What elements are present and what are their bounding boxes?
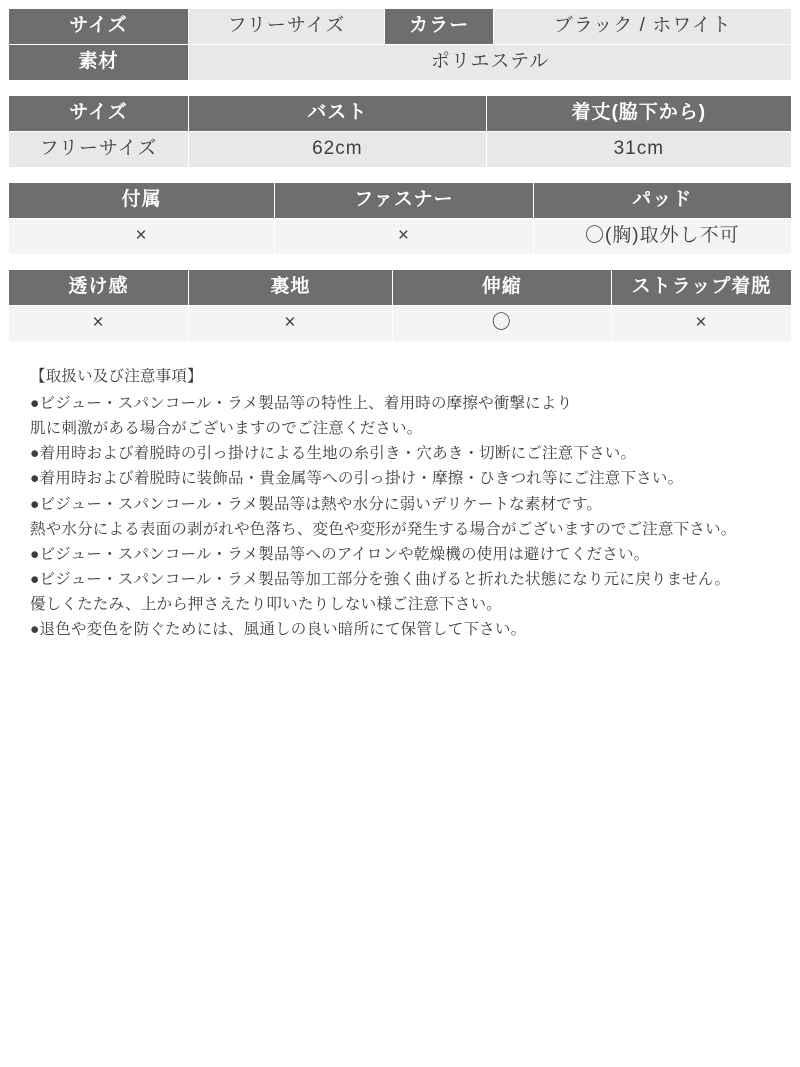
table-header-cell: バスト (189, 96, 487, 132)
table-row (9, 132, 792, 168)
table-value-cell: フリーサイズ (9, 132, 189, 168)
table-row (9, 219, 792, 255)
table-value-cell: 62cm (189, 132, 487, 168)
care-instruction-line: 肌に刺激がある場合がございますのでご注意ください。 (30, 420, 423, 438)
care-instruction-line: 優しくたたみ、上から押さえたり叩いたりしない様ご注意下さい。 (30, 595, 502, 613)
features-table-2 (8, 269, 792, 342)
table-value-cell: × (275, 219, 533, 255)
features-table-1 (8, 182, 792, 255)
care-instruction-line: ●着用時および着脱時の引っ掛けによる生地の糸引き・穴あき・切断にご注意下さい。 (30, 445, 637, 463)
table-row (9, 270, 792, 306)
table-header-cell: パッド (533, 183, 791, 219)
table-header-cell: サイズ (9, 9, 189, 45)
table-value-cell: 〇 (392, 306, 611, 342)
table-row (9, 306, 792, 342)
table-value-cell: × (9, 306, 189, 342)
care-instruction-line: ●ビジュー・スパンコール・ラメ製品等へのアイロンや乾燥機の使用は避けてください。 (30, 545, 650, 563)
care-instructions-title: 【取扱い及び注意事項】 (30, 368, 203, 385)
table-header-cell: 素材 (9, 45, 189, 81)
table-value-cell: × (611, 306, 791, 342)
table-header-cell: サイズ (9, 96, 189, 132)
table-row (9, 9, 792, 45)
care-instruction-line: ●退色や変色を防ぐためには、風通しの良い暗所にて保管して下さい。 (30, 621, 527, 639)
table-header-cell: ファスナー (275, 183, 533, 219)
care-instruction-line: ●着用時および着脱時に装飾品・貴金属等への引っ掛け・摩擦・ひきつれ等にご注意下さい。 (30, 470, 684, 488)
table-header-cell: 透け感 (9, 270, 189, 306)
table-value-cell: ブラック / ホワイト (494, 9, 792, 45)
table-header-cell: 付属 (9, 183, 275, 219)
table-value-cell: フリーサイズ (189, 9, 385, 45)
care-instructions-lines (30, 391, 788, 642)
table-header-cell: 裏地 (189, 270, 393, 306)
care-instructions (30, 364, 788, 642)
table-value-cell: 〇(胸)取外し不可 (533, 219, 791, 255)
table-value-cell: 31cm (486, 132, 791, 168)
table-header-cell: 伸縮 (392, 270, 611, 306)
care-instruction-line: ●ビジュー・スパンコール・ラメ製品等加工部分を強く曲げると折れた状態になり元に戻りません。 (30, 570, 731, 588)
spec-tables-container (8, 8, 792, 342)
table-value-cell: ポリエステル (189, 45, 792, 81)
table-header-cell: 着丈(脇下から) (486, 96, 791, 132)
table-row (9, 96, 792, 132)
care-instruction-line: ●ビジュー・スパンコール・ラメ製品等は熱や水分に弱いデリケートな素材です。 (30, 495, 603, 513)
care-instruction-line: 熱や水分による表面の剥がれや色落ち、変色や変形が発生する場合がございますのでご注意下さい。 (30, 520, 737, 538)
table-row (9, 45, 792, 81)
basic-spec-table (8, 8, 792, 81)
measurement-table (8, 95, 792, 168)
table-header-cell: ストラップ着脱 (611, 270, 791, 306)
table-row (9, 183, 792, 219)
table-value-cell: × (189, 306, 393, 342)
care-instruction-line: ●ビジュー・スパンコール・ラメ製品等の特性上、着用時の摩擦や衝撃により (30, 395, 573, 413)
table-header-cell: カラー (384, 9, 494, 45)
table-value-cell: × (9, 219, 275, 255)
